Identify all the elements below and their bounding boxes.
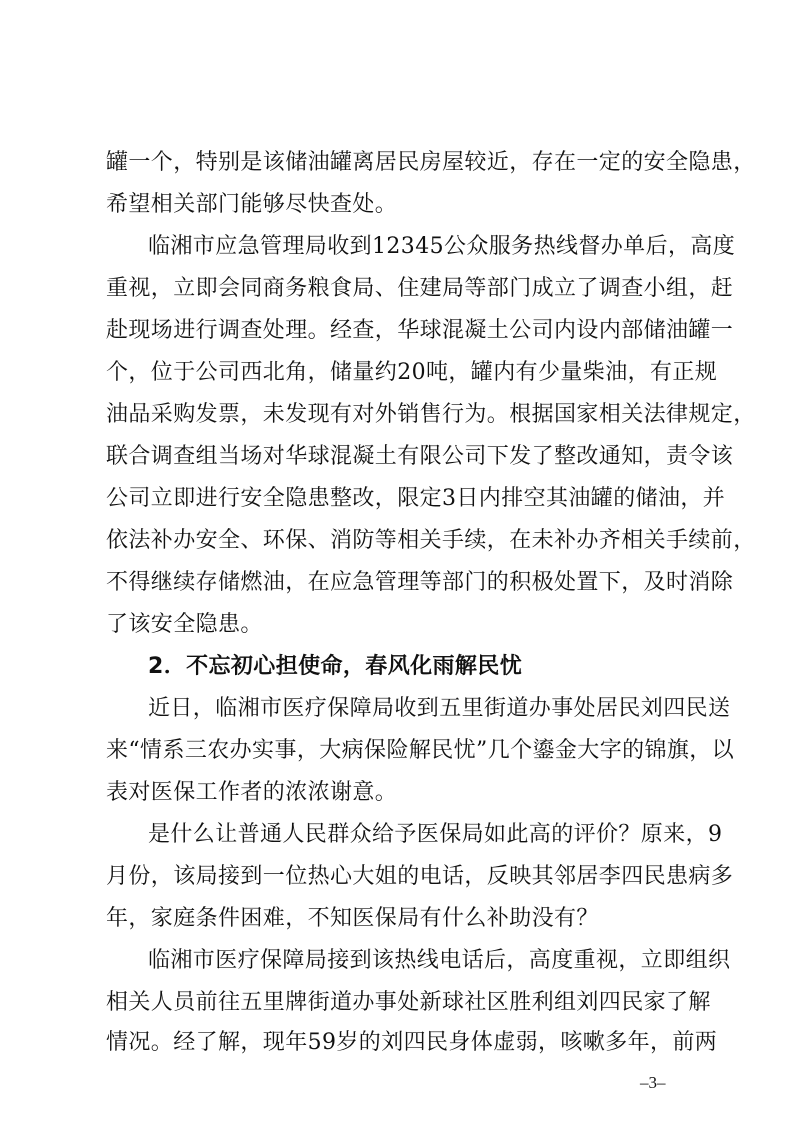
text-line: 是什么让普通人民群众给予医保局如此高的评价？原来，9 [148, 822, 723, 847]
text-line: 相关人员前往五里牌街道办事处新球社区胜利组刘四民家了解 [106, 990, 711, 1015]
section-heading: 2．不忘初心担使命，春风化雨解民忧 [148, 654, 523, 679]
text-line: 临湘市应急管理局收到12345公众服务热线督办单后，高度 [148, 234, 736, 259]
text-line: 个，位于公司西北角，储量约20吨，罐内有少量柴油，有正规 [106, 360, 718, 385]
text-line: 公司立即进行安全隐患整改，限定3日内排空其油罐的储油，并 [106, 486, 726, 511]
text-line: 油品采购发票，未发现有对外销售行为。根据国家相关法律规定， [106, 402, 756, 427]
text-line: 近日，临湘市医疗保障局收到五里街道办事处居民刘四民送 [148, 696, 731, 721]
text-line: 希望相关部门能够尽快查处。 [106, 192, 398, 217]
text-line: 月份，该局接到一位热心大姐的电话，反映其邻居李四民患病多 [106, 864, 734, 889]
text-line: 来“情系三农办实事，大病保险解民忧”几个鎏金大字的锦旗，以 [106, 738, 735, 763]
text-line: 罐一个，特别是该储油罐离居民房屋较近，存在一定的安全隐患， [106, 150, 756, 175]
text-line: 临湘市医疗保障局接到该热线电话后，高度重视，立即组织 [148, 948, 731, 973]
page-number: –3– [640, 1073, 666, 1092]
text-line: 重视，立即会同商务粮食局、住建局等部门成立了调查小组，赶 [106, 276, 734, 301]
text-line: 年，家庭条件困难，不知医保局有什么补助没有？ [106, 906, 599, 931]
text-line: 赴现场进行调查处理。经查，华球混凝土公司内设内部储油罐一 [106, 318, 734, 343]
text-line: 情况。经了解，现年59岁的刘四民身体虚弱，咳嗽多年，前两 [106, 1030, 718, 1055]
text-line: 表对医保工作者的浓浓谢意。 [106, 780, 398, 805]
text-line: 不得继续存储燃油，在应急管理等部门的积极处置下，及时消除 [106, 570, 734, 595]
text-line: 了该安全隐患。 [106, 612, 263, 637]
text-line: 联合调查组当场对华球混凝土有限公司下发了整改通知，责令该 [106, 444, 734, 469]
text-line: 依法补办安全、环保、消防等相关手续，在未补办齐相关手续前， [106, 528, 756, 553]
